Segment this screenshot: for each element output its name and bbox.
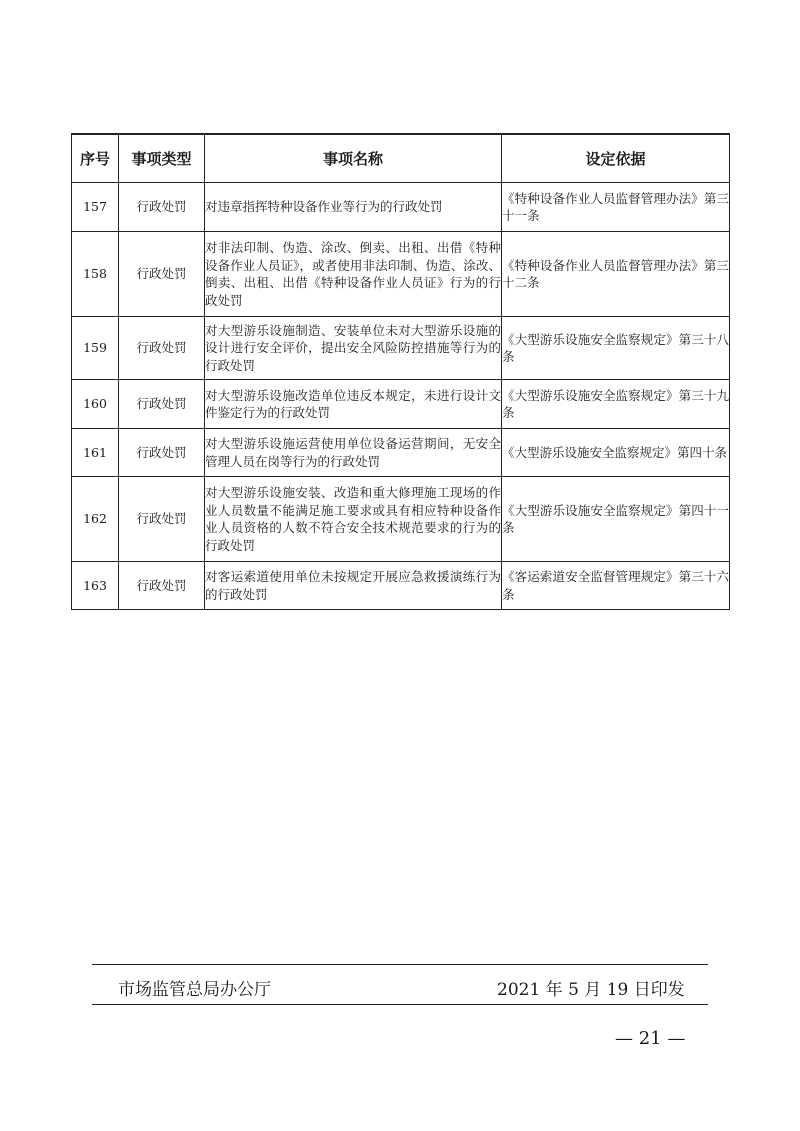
header-type: 事项类型 (119, 134, 205, 183)
row-basis: 《特种设备作业人员监督管理办法》第三十一条 (502, 183, 730, 232)
table-row (72, 562, 730, 610)
table-row (72, 429, 730, 477)
row-type: 行政处罚 (119, 429, 205, 477)
row-number: 163 (72, 562, 119, 610)
row-basis: 《特种设备作业人员监督管理办法》第三十二条 (502, 232, 730, 317)
row-type: 行政处罚 (119, 183, 205, 232)
footer-date: 2021 年 5 月 19 日印发 (497, 980, 685, 1000)
row-number: 160 (72, 380, 119, 429)
row-type: 行政处罚 (119, 232, 205, 317)
row-name: 对大型游乐设施改造单位违反本规定，未进行设计文件鉴定行为的行政处罚 (205, 380, 502, 429)
header-basis: 设定依据 (502, 134, 730, 183)
row-type: 行政处罚 (119, 477, 205, 562)
footer-bottom-rule (92, 1004, 708, 1005)
row-name: 对违章指挥特种设备作业等行为的行政处罚 (205, 183, 502, 232)
table-header-row (72, 134, 730, 183)
header-name: 事项名称 (205, 134, 502, 183)
row-type: 行政处罚 (119, 380, 205, 429)
row-name: 对大型游乐设施制造、安装单位未对大型游乐设施的设计进行安全评价，提出安全风险防控措施等行为的行政处罚 (205, 317, 502, 380)
page-number: — 21 — (615, 1028, 686, 1049)
row-basis: 《大型游乐设施安全监察规定》第四十条 (502, 429, 730, 477)
table-row (72, 232, 730, 317)
row-basis: 《大型游乐设施安全监察规定》第四十一条 (502, 477, 730, 562)
row-basis: 《客运索道安全监督管理规定》第三十六条 (502, 562, 730, 610)
row-number: 157 (72, 183, 119, 232)
row-name: 对大型游乐设施安装、改造和重大修理施工现场的作业人员数量不能满足施工要求或具有相应特种设备作业人员资格的人数不符合安全技术规范要求的行为的行政处罚 (205, 477, 502, 562)
row-number: 158 (72, 232, 119, 317)
table-row (72, 317, 730, 380)
row-basis: 《大型游乐设施安全监察规定》第三十八条 (502, 317, 730, 380)
row-name: 对客运索道使用单位未按规定开展应急救援演练行为的行政处罚 (205, 562, 502, 610)
header-number: 序号 (72, 134, 119, 183)
row-number: 161 (72, 429, 119, 477)
items-table (71, 133, 730, 610)
footer-issuer: 市场监管总局办公厅 (118, 980, 271, 1000)
row-type: 行政处罚 (119, 317, 205, 380)
table-row (72, 477, 730, 562)
table-row (72, 380, 730, 429)
row-number: 159 (72, 317, 119, 380)
row-number: 162 (72, 477, 119, 562)
row-name: 对大型游乐设施运营使用单位设备运营期间，无安全管理人员在岗等行为的行政处罚 (205, 429, 502, 477)
row-type: 行政处罚 (119, 562, 205, 610)
row-name: 对非法印制、伪造、涂改、倒卖、出租、出借《特种设备作业人员证》，或者使用非法印制、伪造、涂改、倒卖、出租、出借《特种设备作业人员证》行为的行政处罚 (205, 232, 502, 317)
row-basis: 《大型游乐设施安全监察规定》第三十九条 (502, 380, 730, 429)
table-row (72, 183, 730, 232)
footer-top-rule (92, 964, 708, 965)
